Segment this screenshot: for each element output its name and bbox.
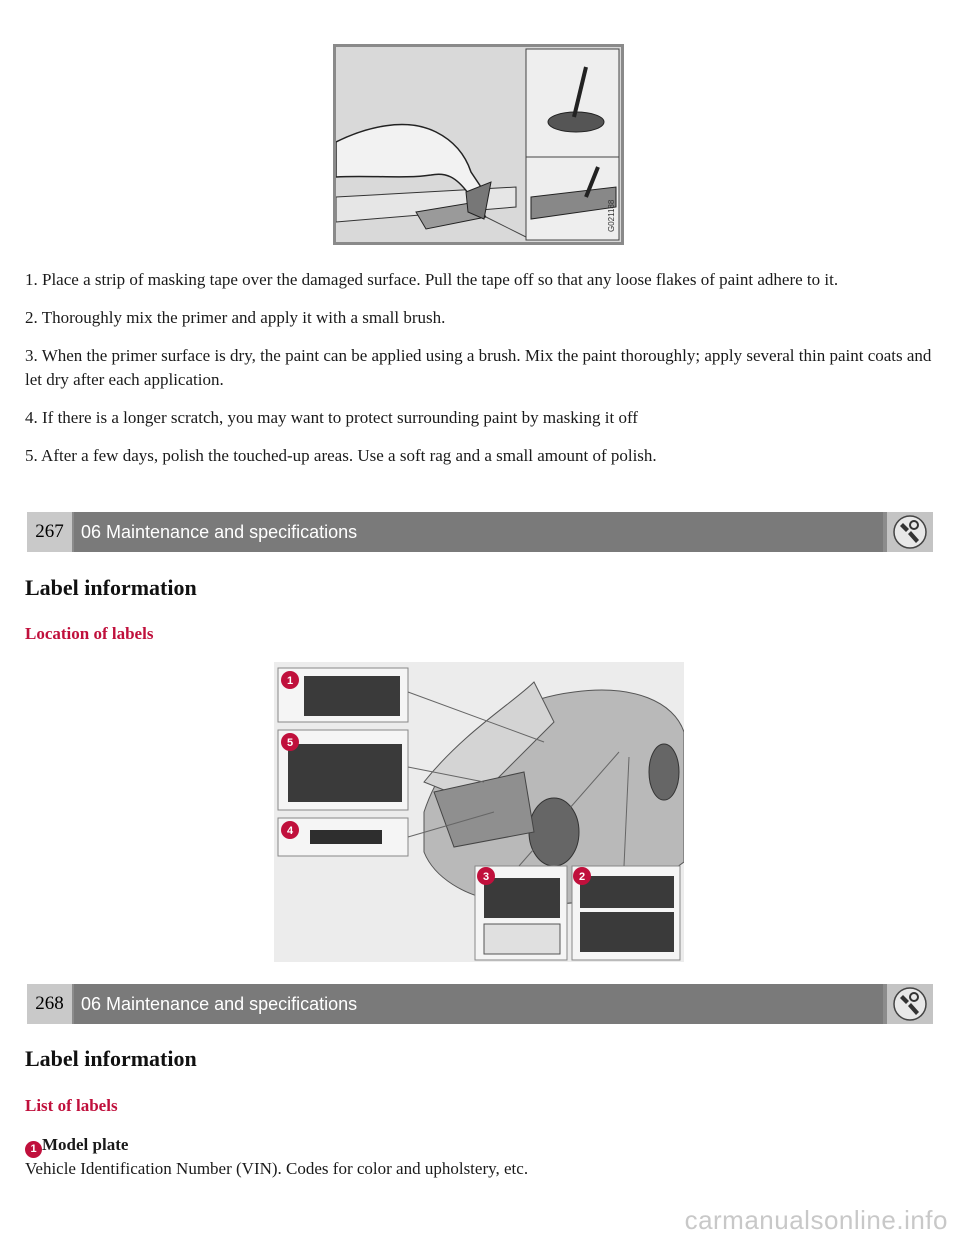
list-item: [25, 1134, 528, 1180]
touch-up-drawing: [336, 47, 621, 242]
steps-list: [25, 268, 935, 482]
step-4: 4. If there is a longer scratch, you may want to protect surrounding paint by masking it off: [25, 408, 638, 427]
watermark: carmanualsonline.info: [684, 1205, 948, 1235]
chapter-bar-268: [27, 984, 933, 1024]
section-subheading: List of labels: [25, 1096, 118, 1115]
callout-5: 5: [286, 737, 294, 749]
chapter-bar-267: [27, 512, 933, 552]
list-item-title: Model plate: [42, 1135, 129, 1154]
page-number: 268: [27, 984, 72, 1024]
figure-code: G021188: [607, 199, 616, 232]
chapter-title: 06 Maintenance and specifications: [74, 984, 883, 1024]
label-locations-figure: [274, 662, 684, 962]
list-item-text: Vehicle Identification Number (VIN). Codes for color and upholstery, etc.: [25, 1159, 529, 1178]
callout-2: 2: [578, 871, 586, 883]
wrench-icon: [887, 984, 933, 1024]
section-subheading: Location of labels: [25, 624, 154, 643]
callout-3: 3: [482, 871, 490, 883]
callout-4: 4: [286, 825, 294, 837]
callout-1: 1: [286, 675, 294, 687]
section-heading: Label information: [25, 1046, 197, 1071]
step-3: 3. When the primer surface is dry, the paint can be applied using a brush. Mix the paint thoroughly; apply several thin paint coats and let dry after each application.: [25, 346, 932, 389]
wrench-icon: [887, 512, 933, 552]
chapter-title: 06 Maintenance and specifications: [74, 512, 883, 552]
step-1: 1. Place a strip of masking tape over the damaged surface. Pull the tape off so that any loose flakes of paint adhere to it.: [25, 270, 839, 289]
section-heading: Label information: [25, 575, 197, 600]
page-number: 267: [27, 512, 72, 552]
step-2: 2. Thoroughly mix the primer and apply it with a small brush.: [25, 308, 446, 327]
touch-up-illustration: [333, 44, 624, 245]
step-5: 5. After a few days, polish the touched-up areas. Use a soft rag and a small amount of polish.: [25, 446, 657, 465]
car-label-diagram: [274, 662, 684, 962]
number-badge: 1: [25, 1141, 42, 1158]
